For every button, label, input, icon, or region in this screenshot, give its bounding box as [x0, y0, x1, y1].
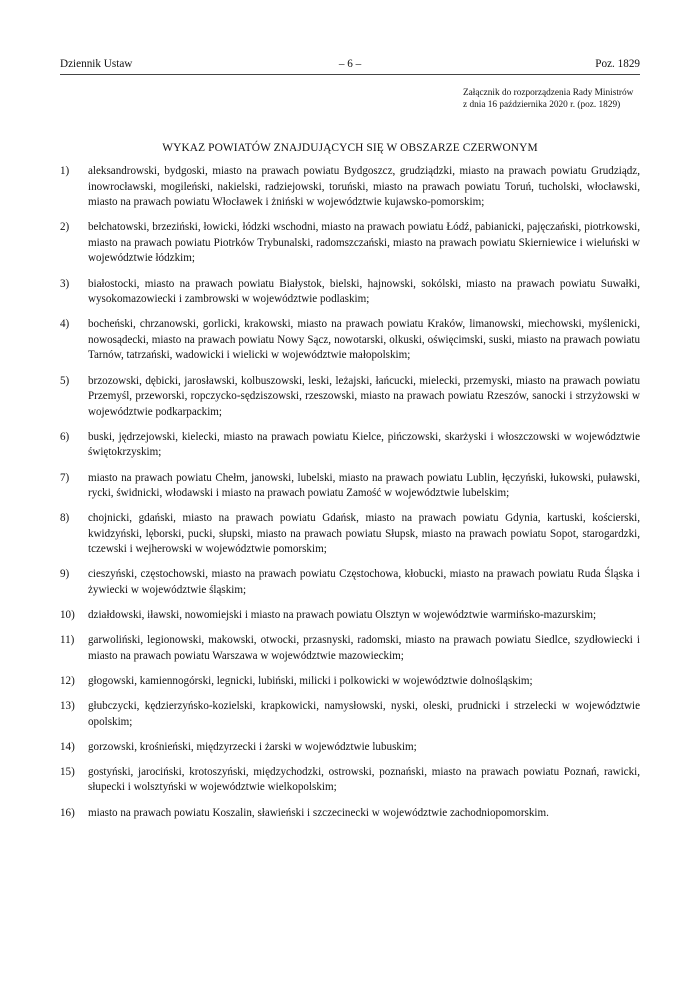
list-item-text: gorzowski, krośnieński, międzyrzecki i żarski w województwie lubuskim; [88, 740, 417, 753]
annex-line-1: Załącznik do rozporządzenia Rady Ministrów [463, 88, 634, 98]
list-item-text: gostyński, jarociński, krotoszyński, międzychodzki, ostrowski, poznański, miasto na prawach powiatu Poznań, rawicki, słupecki i wolsztyński w województwie wielkopolskim; [88, 765, 640, 794]
list-item [60, 633, 640, 664]
list-item [60, 430, 640, 461]
list-item [60, 511, 640, 558]
list-item [60, 277, 640, 308]
list-item [60, 608, 640, 624]
list-item-text: bełchatowski, brzeziński, łowicki, łódzki wschodni, miasto na prawach powiatu Łódź, pabianicki, pajęczański, piotrkowski, miasto na prawach powiatu Piotrków Trybunalski, radomszczański, miasto na prawach powiatu Skierniewice i wieluński w województwie łódzkim; [88, 221, 640, 265]
list-item-text: głogowski, kamiennogórski, legnicki, lubiński, milicki i polkowicki w województwie dolnośląskim; [88, 674, 533, 687]
list-item-number: 7) [60, 471, 70, 484]
list-item [60, 567, 640, 598]
list-item-text: cieszyński, częstochowski, miasto na prawach powiatu Częstochowa, kłobucki, miasto na prawach powiatu Ruda Śląska i żywiecki w województwie śląskim; [88, 568, 640, 597]
list-item [60, 317, 640, 364]
list-item-number: 12) [60, 674, 75, 687]
list-item-number: 8) [60, 512, 70, 525]
list-item-text: garwoliński, legionowski, makowski, otwocki, przasnyski, radomski, miasto na prawach powiatu Siedlce, szydłowiecki i miasto na prawach powiatu Warszawa w województwie mazowieckim; [88, 634, 640, 662]
position-number: Poz. 1829 [595, 58, 640, 70]
list-item-number: 10) [60, 609, 75, 622]
list-item-text: bocheński, chrzanowski, gorlicki, krakowski, miasto na prawach powiatu Kraków, limanowski, miechowski, myślenicki, nowosądecki, miasto na prawach powiatu Nowy Sącz, nowotarski, olkuski, oświęcimski, suski, miasto na prawach powiatu Tarnów, tatrzański, wadowicki i wielicki w województwie małopolskim; [88, 318, 640, 362]
county-list [60, 164, 640, 831]
list-item-number: 11) [60, 634, 75, 647]
list-item [60, 374, 640, 421]
list-item [60, 765, 640, 796]
list-item-number: 4) [60, 318, 70, 331]
list-item-number: 6) [60, 430, 70, 443]
list-item [60, 164, 640, 211]
journal-name: Dziennik Ustaw [60, 58, 133, 70]
list-item-text: miasto na prawach powiatu Chełm, janowski, lubelski, miasto na prawach powiatu Lublin, łęczyński, łukowski, puławski, rycki, świdnicki, włodawski i miasto na prawach powiatu Zamość w województwie lubelskim; [88, 471, 640, 500]
annex-note [463, 88, 653, 111]
list-item [60, 471, 640, 502]
page-number: – 6 – [338, 58, 362, 70]
list-item-text: działdowski, iławski, nowomiejski i miasto na prawach powiatu Olsztyn w województwie warmińsko-mazurskim; [88, 609, 597, 622]
list-item-number: 2) [60, 221, 70, 234]
document-title: WYKAZ POWIATÓW ZNAJDUJĄCYCH SIĘ W OBSZARZE CZERWONYM [162, 142, 538, 154]
list-item-text: buski, jędrzejowski, kielecki, miasto na prawach powiatu Kielce, pińczowski, skarżyski i włoszczowski w województwie świętokrzyskim; [88, 430, 640, 459]
list-item [60, 806, 640, 822]
list-item-text: miasto na prawach powiatu Koszalin, sławieński i szczecinecki w województwie zachodniopomorskim. [88, 806, 549, 819]
list-item [60, 740, 640, 756]
list-item-number: 14) [60, 740, 75, 753]
list-item-text: białostocki, miasto na prawach powiatu Białystok, bielski, hajnowski, sokólski, miasto na prawach powiatu Suwałki, wysokomazowiecki i zambrowski w województwie podlaskim; [88, 277, 640, 306]
list-item-number: 5) [60, 374, 70, 387]
page-header [60, 58, 640, 75]
list-item [60, 220, 640, 267]
list-item-text: aleksandrowski, bydgoski, miasto na prawach powiatu Bydgoszcz, grudziądzki, miasto na prawach powiatu Grudziądz, inowrocławski, mogileński, nakielski, radziejowski, toruński, miasto na prawach powiatu Toruń, tucholski, włocławski, miasto na prawach powiatu Włocławek i żniński w województwie kujawsko-pomorskim; [88, 165, 640, 209]
list-item [60, 674, 640, 690]
list-item-text: brzozowski, dębicki, jarosławski, kolbuszowski, leski, leżajski, łańcucki, mielecki, przemyski, miasto na prawach powiatu Przemyśl, przeworski, ropczycko-sędziszowski, rzeszowski, miasto na prawach powiatu Rzeszów, sanocki i strzyżowski w województwie podkarpackim; [88, 374, 640, 418]
list-item-number: 13) [60, 700, 75, 713]
list-item-number: 3) [60, 277, 70, 290]
list-item-number: 1) [60, 165, 70, 177]
list-item-number: 16) [60, 806, 75, 819]
list-item-number: 15) [60, 765, 75, 778]
list-item-text: chojnicki, gdański, miasto na prawach powiatu Gdańsk, miasto na prawach powiatu Gdynia, kartuski, kościerski, kwidzyński, lęborski, pucki, słupski, miasto na prawach powiatu Słupsk, miasto na prawach powiatu Sopot, starogardzki, tczewski i wejherowski w województwie pomorskim; [88, 512, 640, 556]
list-item-number: 9) [60, 568, 70, 581]
annex-line-2: z dnia 16 października 2020 r. (poz. 1829) [463, 99, 621, 110]
list-item [60, 699, 640, 730]
list-item-text: głubczycki, kędzierzyńsko-kozielski, krapkowicki, namysłowski, nyski, oleski, prudnicki i strzelecki w województwie opolskim; [88, 700, 640, 728]
